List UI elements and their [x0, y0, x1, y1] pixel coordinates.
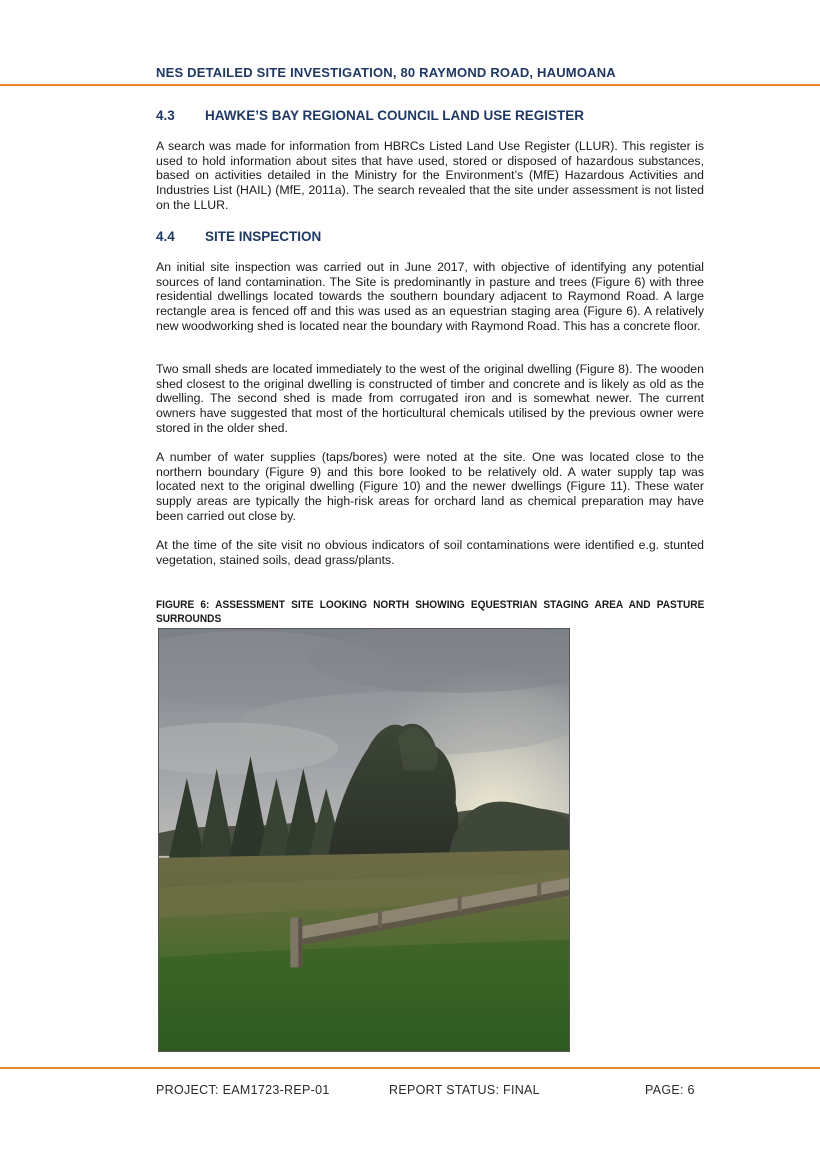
footer-report-status: REPORT STATUS: FINAL: [389, 1083, 540, 1097]
site-photo: [158, 628, 570, 1052]
figure-caption: FIGURE 6: ASSESSMENT SITE LOOKING NORTH SHOWING EQUESTRIAN STAGING AREA AND PASTURE SURROUNDS: [156, 599, 705, 625]
section-heading-4-4: [156, 229, 321, 244]
section-title: SITE INSPECTION: [205, 229, 322, 244]
footer-rule: [0, 1067, 820, 1069]
paragraph-initial-inspection: An initial site inspection was carried out in June 2017, with objective of identifying any potential sources of land contamination. The Site is predominantly in pasture and trees (Figure 6) with three residential dwellings located towards the southern boundary adjacent to Raymond Road. A large rectangle area is fenced off and this was used as an equestrian staging area (Figure 6). A relatively new woodworking shed is located near the boundary with Raymond Road. This has a concrete floor.: [156, 260, 704, 333]
paragraph-sheds: Two small sheds are located immediately to the west of the original dwelling (Figure 8). The wooden shed closest to the original dwelling is constructed of timber and concrete and is likely as old as the dwelling. The second shed is made from corrugated iron and is somewhat newer. The current owners have suggested that most of the horticultural chemicals utilised by the previous owner were stored in the older shed.: [156, 362, 704, 435]
paragraph-water-supplies: A number of water supplies (taps/bores) were noted at the site. One was located close to the northern boundary (Figure 9) and this bore looked to be relatively old. A water supply tap was located next to the original dwelling (Figure 10) and the newer dwellings (Figure 11). These water supply areas are typically the high-risk areas for orchard land as chemical preparation may have been carried out close by.: [156, 450, 704, 523]
footer-page-number: PAGE: 6: [645, 1083, 695, 1097]
section-number: 4.3: [156, 108, 175, 123]
paragraph-llur: A search was made for information from HBRCs Listed Land Use Register (LLUR). This register is used to hold information about sites that have used, stored or disposed of hazardous substances, based on activities detailed in the Ministry for the Environment’s (MfE) Hazardous Activities and Industries List (HAIL) (MfE, 2011a). The search revealed that the site under assessment is not listed on the LLUR.: [156, 139, 704, 212]
section-heading-4-3: [156, 108, 584, 123]
header-rule: [0, 84, 820, 86]
running-header: NES DETAILED SITE INVESTIGATION, 80 RAYMOND ROAD, HAUMOANA: [156, 65, 616, 80]
section-title: HAWKE’S BAY REGIONAL COUNCIL LAND USE REGISTER: [205, 108, 585, 123]
section-number: 4.4: [156, 229, 175, 244]
paragraph-no-indicators: At the time of the site visit no obvious indicators of soil contaminations were identified e.g. stunted vegetation, stained soils, dead grass/plants.: [156, 538, 704, 567]
footer-project: PROJECT: EAM1723-REP-01: [156, 1083, 330, 1097]
